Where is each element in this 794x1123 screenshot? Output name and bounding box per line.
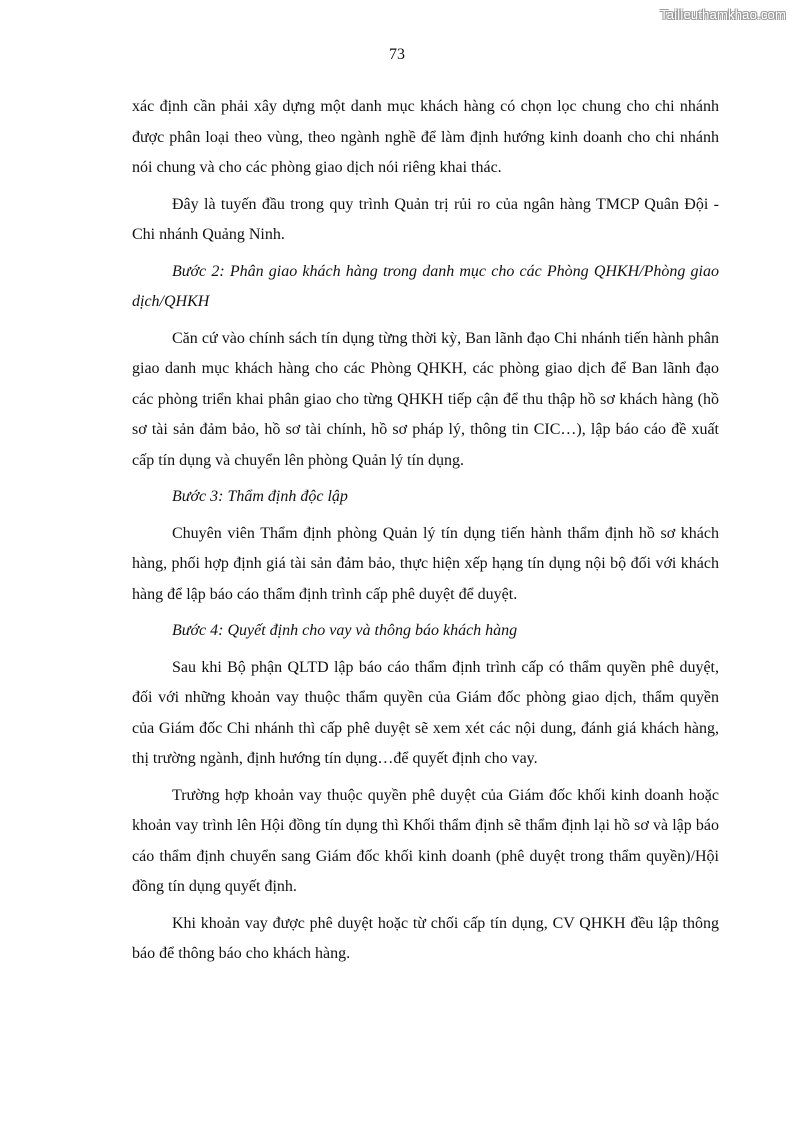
step-4-heading: Bước 4: Quyết định cho vay và thông báo khách hàng [172,622,518,639]
paragraph-continuation: xác định cần phải xây dựng một danh mục khách hàng có chọn lọc chung cho chi nhánh được phân loại theo vùng, theo ngành nghề để làm định hướng kinh doanh cho chi nhánh nói chung và cho các phòng giao dịch nói riêng khai thác. [132,98,719,176]
paragraph: Trường hợp khoản vay thuộc quyền phê duyệt của Giám đốc khối kinh doanh hoặc khoản vay trình lên Hội đồng tín dụng thì Khối thẩm định sẽ thẩm định lại hồ sơ và lập báo cáo thẩm định chuyển sang Giám đốc khối kinh doanh (phê duyệt trong thẩm quyền)/Hội đồng tín dụng quyết định. [132,786,719,895]
watermark-text: Tailieuthamkhao.com [660,7,786,22]
step-3-heading: Bước 3: Thẩm định độc lập [172,488,348,505]
paragraph: Căn cứ vào chính sách tín dụng từng thời kỳ, Ban lãnh đạo Chi nhánh tiến hành phân giao danh mục khách hàng cho các Phòng QHKH, các phòng giao dịch để Ban lãnh đạo các phòng triển khai phân giao cho từng QHKH tiếp cận để thu thập hồ sơ khách hàng (hồ sơ tài sản đảm bảo, hồ sơ tài chính, hồ sơ pháp lý, thông tin CIC…), lập báo cáo đề xuất cấp tín dụng và chuyển lên phòng Quản lý tín dụng. [132,329,719,469]
paragraph: Đây là tuyến đầu trong quy trình Quản trị rủi ro của ngân hàng TMCP Quân Đội - Chi nhánh Quảng Ninh. [132,195,719,243]
paragraph: Sau khi Bộ phận QLTD lập báo cáo thẩm định trình cấp có thẩm quyền phê duyệt, đối với những khoản vay thuộc thẩm quyền của Giám đốc phòng giao dịch, thẩm quyền của Giám đốc Chi nhánh thì cấp phê duyệt sẽ xem xét các nội dung, đánh giá khách hàng, thị trường ngành, định hướng tín dụng…để quyết định cho vay. [132,658,719,767]
document-body [132,92,719,976]
page-number: 73 [389,46,405,63]
paragraph: Chuyên viên Thẩm định phòng Quản lý tín dụng tiến hành thẩm định hồ sơ khách hàng, phối hợp định giá tài sản đảm bảo, thực hiện xếp hạng tín dụng nội bộ đối với khách hàng để lập báo cáo thẩm định trình cấp phê duyệt để duyệt. [132,524,719,603]
paragraph: Khi khoản vay được phê duyệt hoặc từ chối cấp tín dụng, CV QHKH đều lập thông báo để thông báo cho khách hàng. [132,914,719,962]
step-2-heading: Bước 2: Phân giao khách hàng trong danh mục cho các Phòng QHKH/Phòng giao dịch/QHKH [132,262,719,310]
